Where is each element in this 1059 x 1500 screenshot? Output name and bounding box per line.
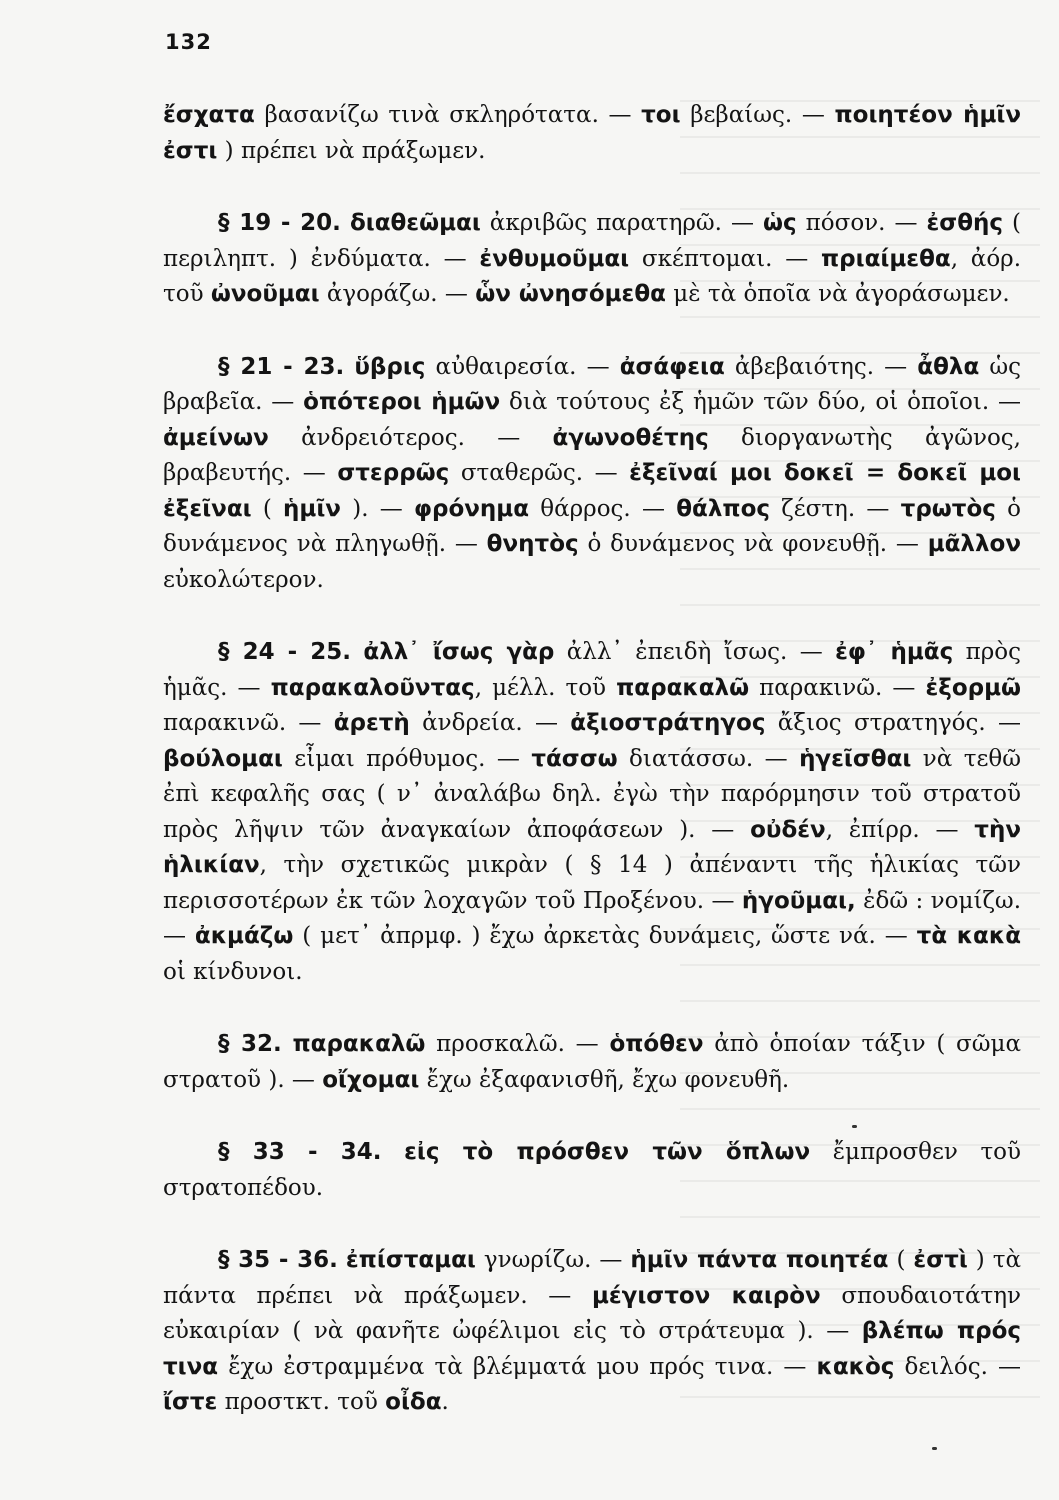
definition-text: ἄξιος στρατηγός. — bbox=[765, 710, 1021, 736]
definition-text: σκέπτομαι. — bbox=[629, 245, 821, 272]
definition-text: ἀνδρεία. — bbox=[409, 710, 571, 736]
definition-text bbox=[338, 1247, 346, 1273]
lemma-term: θάλπος bbox=[676, 495, 771, 522]
lemma-term: ἀσάφεια bbox=[619, 353, 725, 380]
definition-text: ( μετ᾽ ἀπρμφ. ) ἔχω ἀρκετὰς δυνάμεις, ὥστε νά. — bbox=[293, 923, 917, 949]
definition-text: ). — bbox=[340, 495, 414, 522]
lemma-term: ἀξιοστράτηγος bbox=[570, 710, 766, 736]
lemma-term: ἐξορμῶ bbox=[925, 674, 1022, 701]
lemma-term: οὐδέν bbox=[750, 816, 826, 843]
lemma-term: οἴχομαι bbox=[322, 1066, 420, 1093]
definition-text: ὁ δυνάμενος νὰ πληγωθῇ. — bbox=[163, 495, 1021, 557]
definition-text: ἔμπροσθεν τοῦ στρατοπέδου. bbox=[163, 1139, 1022, 1201]
definition-text: ἀβεβαιότης. — bbox=[724, 353, 918, 380]
definition-text: ἐδῶ : νομίζω. — bbox=[163, 887, 1021, 949]
lemma-term: ὕβρις bbox=[354, 353, 426, 380]
lemma-term: παρακαλῶ bbox=[292, 1031, 426, 1057]
definition-text: αὐθαιρεσία. — bbox=[425, 353, 620, 380]
definition-text bbox=[382, 1139, 405, 1165]
definition-text: ζέστη. — bbox=[770, 495, 901, 522]
lemma-term: ἡμῖν πάντα ποιητέα bbox=[630, 1247, 889, 1273]
lemma-term: ἀγωνοθέτης bbox=[552, 424, 709, 451]
glossary-paragraph bbox=[163, 350, 1021, 599]
lemma-term: βούλομαι bbox=[163, 745, 283, 772]
lemma-term: στερρῶς bbox=[337, 460, 450, 486]
lemma-term: παρακαλῶ bbox=[616, 674, 750, 701]
section-number: § 24 - 25. bbox=[218, 639, 352, 665]
definition-text: ὁ δυνάμενος νὰ φονευθῇ. — bbox=[578, 531, 928, 557]
definition-text: διατάσσω. — bbox=[617, 745, 800, 772]
glossary-paragraph bbox=[163, 1135, 1021, 1206]
definition-text: εἶμαι πρόθυμος. — bbox=[282, 745, 532, 772]
lemma-term: ἐπίσταμαι bbox=[345, 1247, 476, 1273]
definition-text: εὐκολώτερον. bbox=[163, 566, 324, 593]
lemma-term: τὴν ἡλικίαν bbox=[163, 816, 1022, 878]
lemma-term: ἡγοῦμαι, bbox=[741, 887, 856, 914]
definition-text: σπουδαιοτάτην εὐκαιρίαν ( νὰ φανῆτε ὠφέλιμοι εἰς τὸ στράτευμα ). — bbox=[163, 1282, 1021, 1344]
lemma-term: ἴστε bbox=[163, 1389, 218, 1415]
definition-text: βεβαίως. — bbox=[680, 102, 835, 128]
definition-text: βασανίζω τινὰ σκληρότατα. — bbox=[254, 102, 642, 128]
definition-text: ἀνδρειότερος. — bbox=[268, 424, 553, 451]
definition-text: ἀγοράζω. — bbox=[319, 281, 476, 307]
definition-text: ἀλλ᾽ ἐπειδὴ ἴσως. — bbox=[554, 639, 836, 665]
definition-text: ) τὰ πάντα πρέπει νὰ πράξωμεν. — bbox=[163, 1247, 1021, 1309]
definition-text: παρακινῶ. — bbox=[163, 710, 334, 736]
page-number: 132 bbox=[165, 30, 212, 54]
lemma-term: διαθεῶμαι bbox=[349, 210, 481, 236]
lemma-term: ὁπότεροι ἡμῶν bbox=[303, 389, 501, 415]
lemma-term: ὁπόθεν bbox=[609, 1031, 704, 1057]
print-speck bbox=[852, 1125, 857, 1128]
definition-text: διὰ τούτους ἐξ ἡμῶν τῶν δύο, οἱ ὁποῖοι. — bbox=[500, 389, 1022, 415]
lemma-term: ἐσθής bbox=[926, 210, 1004, 236]
definition-text: ( bbox=[888, 1247, 914, 1273]
lemma-term: ἐστὶ bbox=[913, 1247, 968, 1273]
lemma-term: οἶδα bbox=[385, 1389, 442, 1415]
lemma-term: ποιητέον ἡμῖν ἐστι bbox=[163, 102, 1021, 164]
definition-text: σταθερῶς. — bbox=[449, 460, 630, 486]
definition-text: γνωρίζω. — bbox=[475, 1247, 631, 1273]
glossary-paragraph bbox=[163, 98, 1021, 169]
definition-text: ) πρέπει νὰ πράξωμεν. bbox=[217, 137, 486, 164]
lemma-term: ἐνθυμοῦμαι bbox=[479, 245, 630, 272]
lemma-term: ἡμῖν bbox=[283, 495, 341, 522]
definition-text: ( bbox=[251, 495, 284, 522]
definition-text: , ἀόρ. τοῦ bbox=[163, 245, 1022, 307]
definition-text: προστκτ. τοῦ bbox=[217, 1389, 386, 1415]
lemma-term: παρακαλοῦντας bbox=[270, 674, 475, 701]
definition-text: μὲ τὰ ὁποῖα νὰ ἀγοράσωμεν. bbox=[665, 281, 1010, 307]
definition-text: παρακινῶ. — bbox=[749, 674, 926, 701]
lemma-term: μᾶλλον bbox=[927, 531, 1021, 557]
lemma-term: κακὸς bbox=[816, 1353, 895, 1380]
glossary-paragraph bbox=[163, 1243, 1021, 1421]
lemma-term: ἀμείνων bbox=[163, 424, 269, 451]
lemma-term: φρόνημα bbox=[414, 495, 530, 522]
lemma-term: ἀλλ᾽ ἴσως γὰρ bbox=[363, 639, 555, 665]
definition-text: οἱ κίνδυνοι. bbox=[163, 958, 303, 985]
lemma-term: βλέπω πρός τινα bbox=[163, 1318, 1021, 1380]
lemma-term: μέγιστον καιρὸν bbox=[591, 1282, 821, 1309]
definition-text: ἔχω ἐξαφανισθῆ, ἔχω φονευθῆ. bbox=[419, 1066, 790, 1093]
lemma-term: ἐφ᾽ ἡμᾶς bbox=[835, 639, 954, 665]
glossary-paragraph bbox=[163, 206, 1021, 313]
definition-text: θάρρος. — bbox=[529, 495, 677, 522]
lemma-term: ὠνοῦμαι bbox=[210, 281, 320, 307]
definition-text: νὰ τεθῶ ἐπὶ κεφαλῆς σας ( ν᾽ ἀναλάβω δηλ. ἐγὼ τὴν παρόρμησιν τοῦ στρατοῦ πρὸς λῆψιν τῶν ἀναγκαίων ἀποφάσεων ). — bbox=[163, 745, 1021, 843]
definition-text bbox=[282, 1031, 293, 1057]
lemma-term: πριαίμεθα bbox=[820, 245, 951, 272]
definition-text: , μέλλ. τοῦ bbox=[474, 674, 617, 701]
definition-text: . bbox=[441, 1389, 449, 1415]
glossary-text bbox=[163, 98, 1021, 1458]
definition-text: ἀπὸ ὁποίαν τάξιν ( σῶμα στρατοῦ ). — bbox=[163, 1031, 1021, 1093]
lemma-term: τὰ κακὰ bbox=[916, 923, 1021, 949]
section-number: § 21 - 23. bbox=[218, 353, 345, 380]
definition-text: πόσον. — bbox=[796, 210, 927, 236]
section-number: § 19 - 20. bbox=[218, 210, 341, 236]
definition-text: προσκαλῶ. — bbox=[425, 1031, 610, 1057]
lemma-term: τοι bbox=[641, 102, 681, 128]
lemma-term: τρωτὸς bbox=[900, 495, 996, 522]
definition-text: διοργανωτὴς ἀγῶνος, βραβευτής. — bbox=[163, 424, 1021, 486]
lemma-term: ἀρετὴ bbox=[333, 710, 410, 736]
lemma-term: ὧν ὠνησόμεθα bbox=[475, 281, 666, 307]
lemma-term: ἀκμάζω bbox=[194, 923, 294, 949]
definition-text bbox=[344, 354, 354, 380]
lemma-term: εἰς τὸ πρόσθεν τῶν ὅπλων bbox=[404, 1139, 811, 1165]
glossary-paragraph bbox=[163, 1027, 1021, 1098]
definition-text: δειλός. — bbox=[894, 1353, 1021, 1380]
glossary-paragraph bbox=[163, 635, 1021, 990]
section-number: § 33 - 34. bbox=[218, 1139, 382, 1165]
definition-text: , τὴν σχετικῶς μικρὰν ( § 14 ) ἀπέναντι τῆς ἡλικίας τῶν περισσοτέρων ἐκ τῶν λοχαγῶν τοῦ Προξένου. — bbox=[163, 852, 1021, 914]
section-number: § 32. bbox=[218, 1031, 282, 1057]
lemma-term: ἆθλα bbox=[917, 353, 980, 380]
definition-text bbox=[351, 639, 363, 665]
lemma-term: ἔσχατα bbox=[163, 102, 255, 128]
lemma-term: ἡγεῖσθαι bbox=[799, 745, 912, 772]
definition-text: ἔχω ἐστραμμένα τὰ βλέμματά μου πρός τινα. — bbox=[218, 1353, 817, 1380]
definition-text: ὡς βραβεῖα. — bbox=[163, 353, 1022, 415]
lemma-term: τάσσω bbox=[531, 745, 618, 772]
lemma-term: ἐξεῖναί μοι δοκεῖ = δοκεῖ μοι ἐξεῖναι bbox=[163, 460, 1022, 522]
print-speck bbox=[932, 1447, 937, 1450]
definition-text bbox=[341, 210, 350, 236]
definition-text: ἀκριβῶς παρατηρῶ. — bbox=[480, 210, 764, 236]
lemma-term: θνητὸς bbox=[486, 531, 579, 557]
definition-text: , ἐπίρρ. — bbox=[825, 816, 975, 843]
definition-text: πρὸς ἡμᾶς. — bbox=[163, 639, 1021, 701]
section-number: § 35 - 36. bbox=[218, 1247, 338, 1273]
definition-text: ( περιληπτ. ) ἐνδύματα. — bbox=[163, 210, 1021, 272]
lemma-term: ὡς bbox=[763, 210, 797, 236]
